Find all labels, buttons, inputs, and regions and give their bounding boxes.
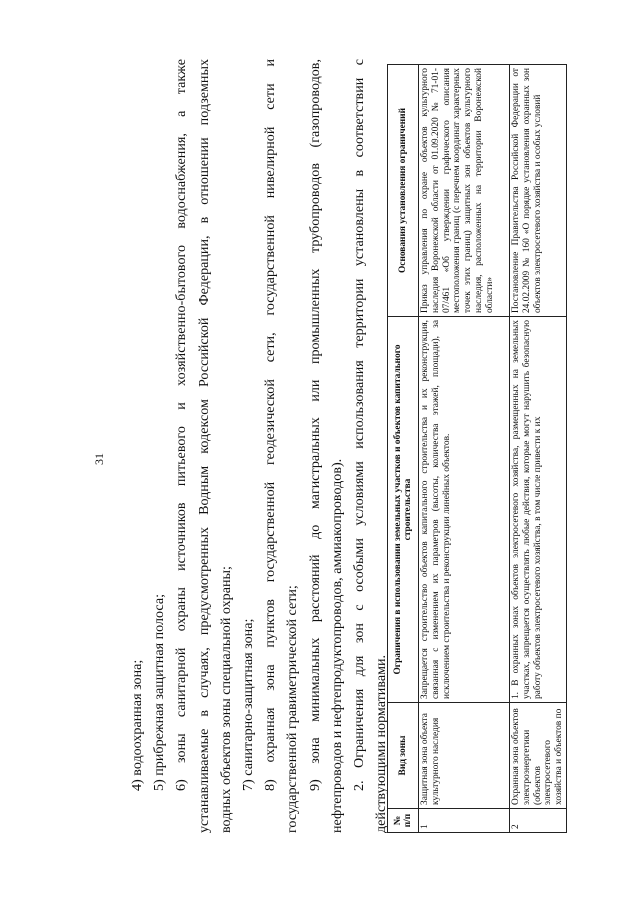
row-restriction: Запрещается строительство объектов капитального строительства и их реконструкция, связанная с изменением их параметров (высоты, количества этажей, площади), за исключением строительства и реконструкции линейных объектов. — [419, 317, 510, 703]
paragraph-line: 2. Ограничения для зон с особыми условиями использования территории установлены в соответствии с — [350, 59, 367, 791]
row-zone-type: Защитная зона объекта культурного наследия — [419, 703, 510, 809]
paragraph-line: 7) санитарно-защитная зона; — [239, 618, 256, 791]
paragraph-line: действующими нормативами. — [373, 654, 390, 833]
paragraph-line: водных объектов зоны специальной охраны; — [217, 566, 234, 833]
header-num: № п/п — [388, 809, 419, 833]
table-row — [419, 65, 510, 833]
paragraph-line: 8) охранная зона пунктов государственной геодезической сети, государственной нивелирной сети и — [262, 59, 279, 791]
header-zone-type: Вид зоны — [388, 703, 419, 809]
paragraph-line: 4) водоохранная зона; — [129, 659, 145, 791]
row-basis: Приказ управления по охране объектов культурного наследия Воронежской области от 01.09.2020 № 71-01-07/461 «Об утверждении графического описания местоположения границ (с перечнем координат характерных точек этих границ) защитных зон объектов культурного наследия, расположенных на территории Воронежской области» — [419, 65, 510, 317]
header-restrictions: Ограничения в использовании земельных участков и объектов капитального строительства — [388, 317, 419, 703]
header-basis: Основания установления ограничений — [388, 65, 419, 317]
table-row — [510, 65, 567, 833]
paragraph-line: нефтепроводов и нефтепродуктопроводов, аммиакопроводов). — [328, 458, 345, 833]
zones-table — [387, 64, 567, 833]
row-restriction: 1. В охранных зонах объектов электросетевого хозяйства, размещенных на земельных участках, запрещается осуществлять любые действия, которые могут нарушить безопасную работу объектов электросетевого хозяйства, в том числе привести к их — [510, 317, 567, 703]
table-header-row — [388, 65, 419, 833]
paragraph-line: государственной гравиметрической сети; — [284, 585, 301, 833]
row-zone-type: Охранная зона объектов электроэнергетики (объектов электросетевого хозяйства и объектов по — [510, 703, 567, 809]
row-num: 2 — [510, 809, 567, 833]
paragraph-line: 6) зоны санитарной охраны источников питьевого и хозяйственно-бытового водоснабжения, а также — [173, 59, 190, 791]
row-num: 1 — [419, 809, 510, 833]
row-basis: Постановление Правительства Российской Федерации от 24.02.2009 № 160 «О порядке установления охранных зон объектов электросетевого хозяйства и особых условий — [510, 65, 567, 317]
document-body — [126, 59, 392, 833]
paragraph-line: 9) зона минимальных расстояний до магистральных или промышленных трубопроводов (газопроводов, — [306, 59, 323, 791]
paragraph-line: устанавливаемые в случаях, предусмотренных Водным кодексом Российской Федерации, в отношении подземных — [195, 59, 212, 833]
page-number: 31 — [92, 453, 106, 465]
paragraph-line: 5) прибрежная защитная полоса; — [151, 593, 168, 791]
